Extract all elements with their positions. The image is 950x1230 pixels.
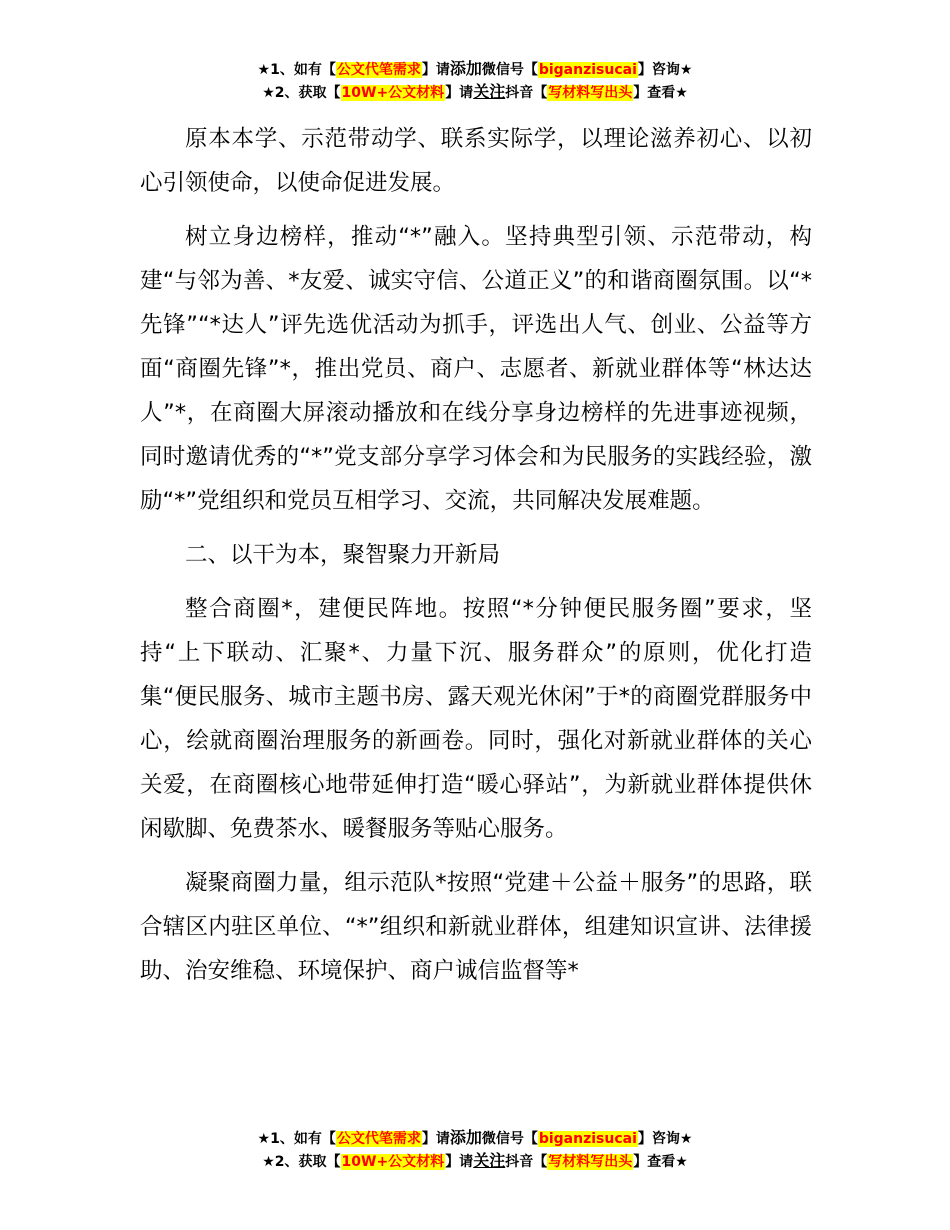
paragraph-4: 凝聚商圈力量，组示范队*按照“党建＋公益＋服务”的思路，联合辖区内驻区单位、“*”组织和新就业群体，组建知识宣讲、法律援助、治安维稳、环境保护、商户诚信监督等* xyxy=(140,870,812,984)
footer-banner-line-2: ★2、获取【10W+公文材料】请关注抖音【写材料写出头】查看★ xyxy=(262,1151,688,1170)
footer-banner xyxy=(0,1127,950,1173)
header-banner xyxy=(0,58,950,104)
highlight-wechat-id: biganzisucai xyxy=(538,62,637,78)
paragraph-2: 树立身边榜样，推动“*”融入。坚持典型引领、示范带动，构建“与邻为善、*友爱、诚实守信、公道正义”的和谐商圈氛围。以“*先锋”“*达人”评先选优活动为抓手，评选出人气、创业、公益等方面“商圈先锋”*，推出党员、商户、志愿者、新就业群体等“林达达人”*，在商圈大屏滚动播放和在线分享身边榜样的先进事迹视频，同时邀请优秀的“*”党支部分享学习体会和为民服务的实践经验，激励“*”党组织和党员互相学习、交流，共同解决发展难题。 xyxy=(140,224,812,514)
header-banner-line-2: ★2、获取【10W+公文材料】请关注抖音【写材料写出头】查看★ xyxy=(262,82,688,101)
section-heading: 二、以干为本，聚智聚力开新局 xyxy=(185,542,501,568)
document-body xyxy=(140,117,812,993)
highlight-materials: 10W+公文材料 xyxy=(341,1154,445,1170)
highlight-douyin-account: 写材料写出头 xyxy=(548,1154,633,1170)
highlight-ghostwriting: 公文代笔需求 xyxy=(336,62,421,78)
paragraph-3: 整合商圈*，建便民阵地。按照“*分钟便民服务圈”要求，坚持“上下联动、汇聚*、力量下沉、服务群众”的原则，优化打造集“便民服务、城市主题书房、露天观光休闲”于*的商圈党群服务中心，绘就商圈治理服务的新画卷。同时，强化对新就业群体的关心关爱，在商圈核心地带延伸打造“暖心驿站”，为新就业群体提供休闲歇脚、免费茶水、暖餐服务等贴心服务。 xyxy=(140,596,812,842)
highlight-douyin-account: 写材料写出头 xyxy=(548,85,633,101)
highlight-ghostwriting: 公文代笔需求 xyxy=(336,1131,421,1147)
highlight-materials: 10W+公文材料 xyxy=(341,85,445,101)
highlight-wechat-id: biganzisucai xyxy=(538,1131,637,1147)
header-banner-line-1: ★1、如有【公文代笔需求】请添加微信号【biganzisucai】咨询★ xyxy=(257,59,693,78)
footer-banner-line-1: ★1、如有【公文代笔需求】请添加微信号【biganzisucai】咨询★ xyxy=(257,1128,693,1147)
paragraph-1: 原本本学、示范带动学、联系实际学，以理论滋养初心、以初心引领使命，以使命促进发展。 xyxy=(140,126,812,196)
